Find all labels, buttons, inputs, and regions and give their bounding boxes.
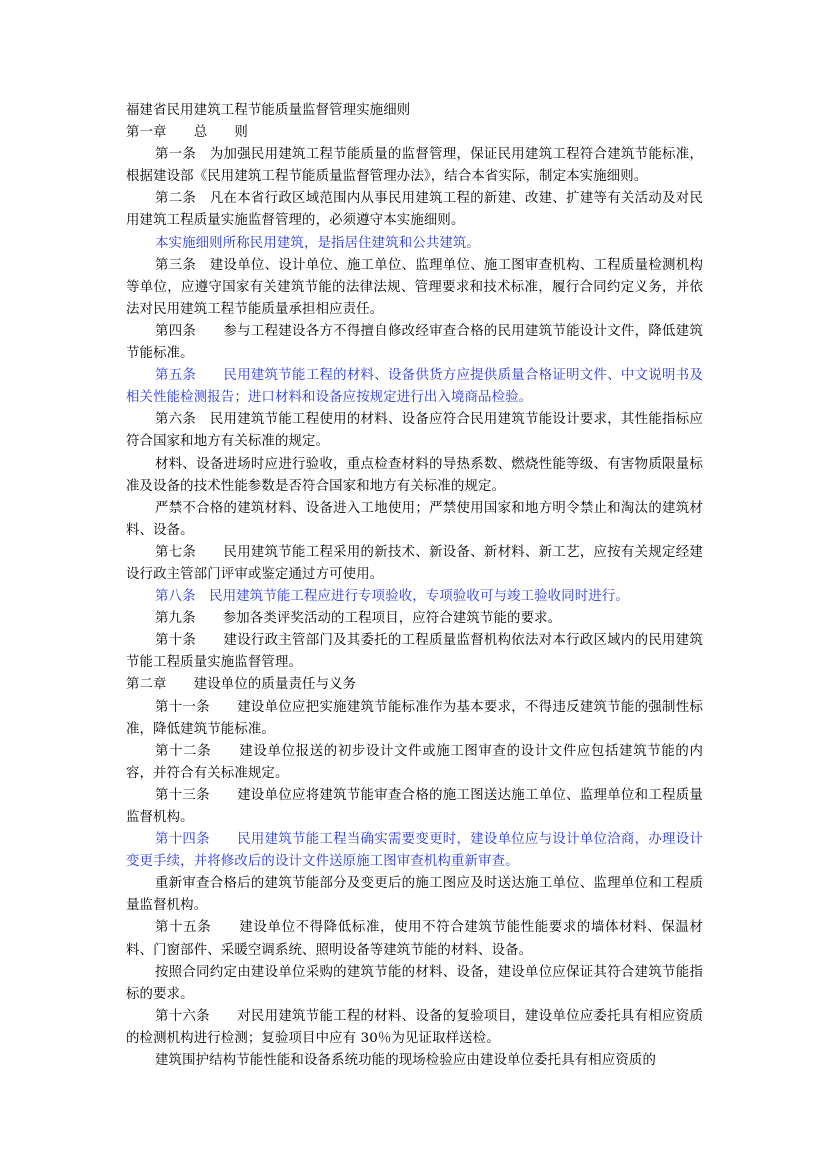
article-15: 第十五条 建设单位不得降低标准，使用不符合建筑节能性能要求的墙体材料、保温材料、门窗部件、采暖空调系统、照明设备等建筑节能的材料、设备。	[126, 920, 703, 958]
article-1: 第一条 为加强民用建筑工程节能质量的监督管理，保证民用建筑工程符合建筑节能标准，根据建设部《民用建筑工程节能质量监督管理办法》，结合本省实际，制定本实施细则。	[126, 147, 703, 185]
article-9: 第九条 参加各类评奖活动的工程项目，应符合建筑节能的要求。	[155, 611, 562, 627]
chapter-heading: 第一章 总 则	[126, 125, 248, 141]
chapter-2-heading: 第二章 建设单位的质量责任与义务	[126, 677, 357, 693]
article-16: 第十六条 对民用建筑节能工程的材料、设备的复验项目，建设单位应委托具有相应资质的检测机构进行检测；复验项目中应有 30％为见证取样送检。	[126, 1008, 703, 1046]
article-6-para-3: 严禁不合格的建筑材料、设备进入工地使用；严禁使用国家和地方明令禁止和淘汰的建筑材料、设备。	[126, 500, 703, 538]
article-2: 第二条 凡在本省行政区域范围内从事民用建筑工程的新建、改建、扩建等有关活动及对民用建筑工程质量实施监督管理的，必须遵守本实施细则。	[126, 191, 703, 229]
article-14-para-2: 重新审查合格后的建筑节能部分及变更后的施工图应及时送达施工单位、监理单位和工程质量监督机构。	[126, 876, 703, 914]
document-title: 福建省民用建筑工程节能质量监督管理实施细则	[126, 103, 411, 118]
article-16-para-2: 建筑围护结构节能性能和设备系统功能的现场检验应由建设单位委托具有相应资质的	[155, 1053, 657, 1069]
article-6: 第六条 民用建筑节能工程使用的材料、设备应符合民用建筑节能设计要求，其性能指标应符合国家和地方有关标准的规定。	[126, 412, 703, 450]
article-13: 第十三条 建设单位应将建筑节能审查合格的施工图送达施工单位、监理单位和工程质量监督机构。	[126, 787, 703, 825]
article-4: 第四条 参与工程建设各方不得擅自修改经审查合格的民用建筑节能设计文件，降低建筑节能标准。	[126, 323, 703, 362]
article-15-para-2: 按照合同约定由建设单位采购的建筑节能的材料、设备，建设单位应保证其符合建筑节能指标的要求。	[126, 964, 703, 1002]
article-14: 第十四条 民用建筑节能工程当确实需要变更时，建设单位应与设计单位洽商，办理设计变更手续，并将修改后的设计文件送原施工图审查机构重新审查。	[126, 832, 703, 870]
article-8: 第八条 民用建筑节能工程应进行专项验收，专项验收可与竣工验收同时进行。	[155, 589, 629, 605]
article-3: 第三条 建设单位、设计单位、施工单位、监理单位、施工图审查机构、工程质量检测机构等单位，应遵守国家有关建筑节能的法律法规、管理要求和技术标准，履行合同约定义务，并依法对民用建筑工程节能质量承担相应责任。	[126, 257, 703, 317]
article-11: 第十一条 建设单位应把实施建筑节能标准作为基本要求，不得违反建筑节能的强制性标准，降低建筑节能标准。	[126, 699, 703, 737]
article-7: 第七条 民用建筑节能工程采用的新技术、新设备、新材料、新工艺，应按有关规定经建设行政主管部门评审或鉴定通过方可使用。	[126, 544, 703, 582]
article-5: 第五条 民用建筑节能工程的材料、设备供货方应提供质量合格证明文件、中文说明书及相关性能检测报告；进口材料和设备应按规定进行出入境商品检验。	[126, 368, 703, 406]
document-body	[126, 100, 703, 1072]
article-10: 第十条 建设行政主管部门及其委托的工程质量监督机构依法对本行政区域内的民用建筑节能工程质量实施监督管理。	[126, 633, 703, 671]
article-12: 第十二条 建设单位报送的初步设计文件或施工图审查的设计文件应包括建筑节能的内容，并符合有关标准规定。	[126, 743, 703, 781]
article-6-para-2: 材料、设备进场时应进行验收，重点检查材料的导热系数、燃烧性能等级、有害物质限量标准及设备的技术性能参数是否符合国家和地方有关标准的规定。	[126, 456, 703, 494]
article-2-note: 本实施细则所称民用建筑，是指居住建筑和公共建筑。	[155, 235, 480, 251]
